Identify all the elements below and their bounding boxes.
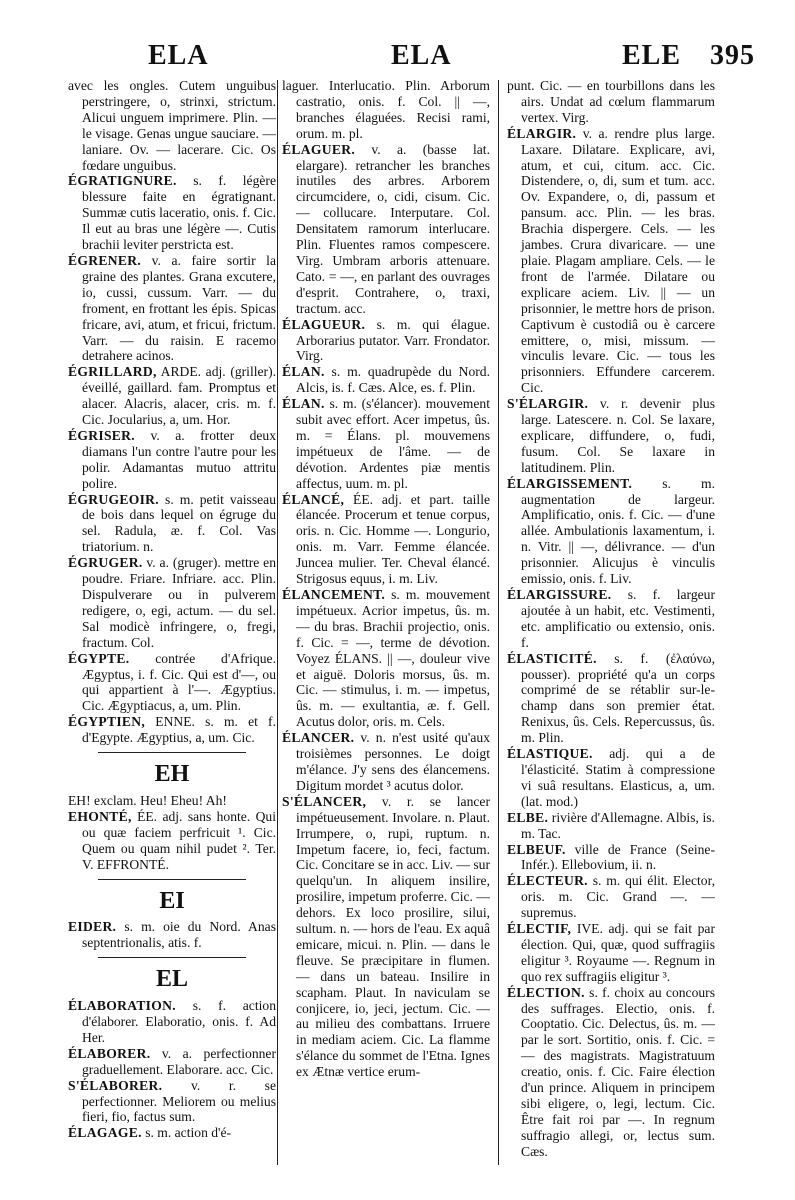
entry-definition: v. a. frotter deux diamans l'un contre l'autre pour les polir. Adamantas mutuo attritu polire. <box>82 427 276 491</box>
entries-el <box>68 998 276 1141</box>
entry-definition: s. m. augmentation de largeur. Amplificatio, onis. f. Cic. — d'une allée. Ambulationis laxamentum, i. n. Vitr. || —, délivrance. — d'un prisonnier. Alicujus è vinculis emissio, onis. f. Liv. <box>521 475 715 587</box>
dictionary-entry <box>507 587 715 651</box>
entry-definition: s. m. action d'é- <box>145 1125 232 1141</box>
dictionary-entry <box>507 921 715 985</box>
running-head-left: ELA <box>148 40 209 71</box>
entries-eh <box>68 793 276 873</box>
dictionary-entry <box>282 78 490 142</box>
dictionary-entry <box>68 555 276 650</box>
column-2 <box>282 78 490 1080</box>
entry-definition: s. f. choix au concours des suffrages. Electio, onis. f. Cooptatio. Cic. Delectus, ûs. m. — par le sort. Sortitio, onis. f. Cic. = — des magistrats. Magistratuum creatio, onis. f. Cic. Faire élection d'un prince. Aliquem in principem sibi eligere, o, legi, lectum. Cic. Être fait roi par —. In regnum suffragio allegi, or, lectus sum. Cæs. <box>521 984 715 1159</box>
entry-headword: ÉGRISER. <box>68 427 135 443</box>
section-rule <box>98 957 246 958</box>
section-rule <box>98 752 246 753</box>
running-head-right: ELE <box>622 40 682 71</box>
entry-definition: v. a. perfectionner graduellement. Elaborare. acc. Cic. <box>82 1045 276 1077</box>
dictionary-entry <box>68 809 276 873</box>
section-rule <box>98 879 246 880</box>
dictionary-entry <box>282 317 490 365</box>
entry-definition: ARDE. adj. (griller). éveillé, gaillard. fam. Promptus et alacer. Alacris, alacer, cris. m. f. Cic. Jocularius, a, um. Hor. <box>82 364 277 428</box>
section-heading-el: EL <box>155 966 188 993</box>
dictionary-entry <box>68 364 276 428</box>
dictionary-entry <box>282 587 490 730</box>
entry-headword: ÉGRENER. <box>68 252 142 268</box>
entry-headword: ÉLAN. <box>282 364 325 380</box>
dictionary-entry <box>507 78 715 126</box>
entry-definition: v. a. (basse lat. elargare). retrancher les branches inutiles des arbres. Arborem circumcidere, o, cidi, cisum. Cic. — collucare. Interputare. Col. Densitatem ramorum interlucare. Plin. Fluentes ramos compescere. Virg. Umbram arboris attenuare. Cato. = —, en parlant des ouvrages d'esprit. Contrahere, o, traxi, tractum. acc. <box>296 141 490 316</box>
entry-definition: v. a. (gruger). mettre en poudre. Friare. Infriare. acc. Plin. Dispulverare ou in pulverem redigere, o, egi, actum. — du sel. Sal modicè infringere, o, fregi, fractum. Col. <box>82 555 276 650</box>
entries-eg <box>68 78 276 746</box>
entry-headword: ÉGRUGEOIR. <box>68 491 159 507</box>
entry-definition: IVE. adj. qui se fait par élection. Qui, quæ, quod suffragiis eligitur ³. Royaume —. Regnum in quo rex suffragiis eligitur ³. <box>521 921 715 984</box>
entry-headword: ELBEUF. <box>507 841 566 857</box>
entry-definition: v. a. faire sortir la graine des plantes. Grana excutere, io, cussi, cussum. Varr. — du froment, en frottant les épis. Spicas fricare, avi, atum, et fricui, frictum. Varr. — du raisin. E racemo detrahere acinos. <box>82 252 276 364</box>
entry-definition: ÉE. adj. sans honte. Qui ou quæ faciem perfricuit ¹. Cic. Quem ou quam nihil pudet ². Ter. V. EFFRONTÉ. <box>82 808 276 872</box>
dictionary-entry <box>68 253 276 364</box>
entry-definition: v. r. se lancer impétueusement. Involare. n. Plaut. Irrumpere, o, rupi, ruptum. n. Impetum facere, io, feci, factum. Cic. Concitare se in acc. Liv. — sur quelqu'un. In aliquem insilire, prosilire, impetum proferre. Cic. — dehors. Ex loco prosilire, silui, sultum. n. — hors de l'eau. Ex aquâ emicare, micui. n. Plin. — dans le fleuve. Se præcipitare in flumen. — dans un bateau. Insilire in scapham. Plaut. In naviculam se conjicere, io, jeci, jectum. Cic. — au milieu des combattans. Irruere in mediam aciem. Cic. La flamme s'élance du sommet de l'Etna. Ignes ex Ætnæ vertice erum- <box>296 793 490 1080</box>
dictionary-entry <box>507 873 715 921</box>
entry-headword: ÉGRUGER. <box>68 555 143 571</box>
entry-headword: ÉLAGAGE. <box>68 1125 142 1141</box>
entry-headword: S'ÉLARGIR. <box>507 396 589 412</box>
entry-headword: EHONTÉ, <box>68 808 132 824</box>
column-3 <box>507 78 715 1160</box>
entry-headword: ÉGRATIGNURE. <box>68 173 177 189</box>
dictionary-entry <box>507 810 715 842</box>
entry-definition: s. m. quadrupède du Nord. Alcis, is. f. Cæs. Alce, es. f. Plin. <box>296 364 491 396</box>
entry-definition: ÉE. adj. et part. taille élancée. Procerum et tenue corpus, oris. n. Cic. Homme —. Longurio, onis. m. Varr. Femme élancée. Juncea mulier. Ter. Cheval élancé. Strigosus equus, i. m. Liv. <box>296 491 491 587</box>
entry-definition: v. r. devenir plus large. Latescere. n. Col. Se laxare, explicare, diffundere, o, fudi, fusum. Col. Se laxare in latitudinem. Plin. <box>521 396 715 475</box>
entry-definition: s. m. (s'élancer). mouvement subit avec effort. Acer impetus, ûs. m. = Élans. pl. mouvemens impétueux de l'âme. — de dévotion. Ardentes piæ mentis affectus, uum. m. pl. <box>296 396 490 491</box>
dictionary-entry <box>507 746 715 810</box>
running-head <box>60 40 755 74</box>
entry-definition: s. m. petit vaisseau de bois dans lequel on égruge du sel. Radula, æ. f. Col. Vas triatorium. n. <box>82 491 276 555</box>
dictionary-entry <box>68 492 276 556</box>
entry-definition: punt. Cic. — en tourbillons dans les airs. Undat ad cœlum flammarum vertex. Virg. <box>507 78 715 125</box>
entry-headword: ÉLAN. <box>282 396 325 412</box>
entry-definition: ville de France (Seine-Infér.). Ellebovium, ii. n. <box>521 841 715 873</box>
running-head-middle: ELA <box>391 40 452 71</box>
entry-definition: s. f. largeur ajoutée à un habit, etc. Vestimenti, etc. amplificatio ou extensio, onis. f. <box>521 587 715 650</box>
dictionary-entry <box>507 651 715 746</box>
entry-definition: adj. qui a de l'élasticité. Statim à compressione vi suâ resultans. Elasticus, a, um. (lat. mod.) <box>521 746 716 809</box>
entry-headword: ELBE. <box>507 809 549 825</box>
entry-definition: s. f. action d'élaborer. Elaboratio, onis. f. Ad Her. <box>82 998 276 1045</box>
dictionary-entry <box>282 364 490 396</box>
entry-headword: ÉLABORER. <box>68 1045 151 1061</box>
dictionary-entry <box>68 1046 276 1078</box>
section-heading-eh: EH <box>154 761 190 788</box>
dictionary-entry <box>507 396 715 476</box>
dictionary-entry <box>68 428 276 492</box>
dictionary-entry <box>507 476 715 587</box>
entry-definition: EH! exclam. Heu! Eheu! Ah! <box>68 792 227 808</box>
dictionary-entry <box>68 78 276 173</box>
entry-definition: ENNE. s. m. et f. d'Egypte. Ægyptius, a, um. Cic. <box>82 714 276 746</box>
dictionary-entry <box>68 173 276 253</box>
dictionary-entry <box>68 998 276 1046</box>
entry-headword: ÉLANCÉ, <box>282 491 345 507</box>
entries-col3 <box>507 78 715 1160</box>
entry-headword: ÉLECTEUR. <box>507 873 588 889</box>
dictionary-entry <box>68 793 276 809</box>
entry-headword: ÉGRILLARD, <box>68 364 157 380</box>
entry-headword: ÉLAGUEUR. <box>282 316 366 332</box>
entry-headword: ÉLASTIQUE. <box>507 746 593 762</box>
dictionary-entry <box>68 919 276 951</box>
entry-definition: s. m. mouvement impétueux. Acrior impetus, ûs. m. — du bras. Brachii projectio, onis. f. Cic. = —, terme de dévotion. Voyez ÉLANS. || —, douleur vive et aiguë. Doloris morsus, ûs. m. Cic. — stimulus, i. m. — impetus, ûs. m. — exultantia, æ. f. Gell. Acutus dolor, oris. m. Cels. <box>296 587 490 730</box>
entry-headword: ÉLANCEMENT. <box>282 587 386 602</box>
entry-definition: s. f. (ἐλαύνω, pousser). propriété qu'a un corps comprimé de se rétablir sur-le-champ dans son premier état. Renixus, ûs. Cels. Repercussus, ûs. m. Plin. <box>521 650 715 746</box>
dictionary-entry <box>507 985 715 1160</box>
entries-ei <box>68 919 276 951</box>
dictionary-entry <box>282 142 490 317</box>
section-heading-ei: EI <box>159 887 185 914</box>
entry-definition: s. m. qui élit. Elector, oris. m. Cic. Grand —. — supremus. <box>521 873 715 921</box>
entry-definition: v. n. n'est usité qu'aux troisièmes personnes. Le doigt m'élance. J'y sens des élancemens. Digitum mordet ³ acutus dolor. <box>296 730 490 793</box>
entry-headword: ÉLANCER. <box>282 730 355 746</box>
column-divider <box>498 80 499 1165</box>
column-1 <box>68 78 276 1141</box>
entry-definition: rivière d'Allemagne. Albis, is. m. Tac. <box>521 809 715 841</box>
entry-headword: ÉLAGUER. <box>282 141 356 157</box>
dictionary-entry <box>68 714 276 746</box>
entry-definition: v. r. se perfectionner. Meliorem ou melius fieri, fio, factus sum. <box>82 1077 276 1125</box>
entry-headword: ÉGYPTIEN, <box>68 714 146 730</box>
dictionary-entry <box>68 651 276 715</box>
entry-headword: EIDER. <box>68 919 117 935</box>
entry-headword: ÉLARGISSURE. <box>507 587 612 602</box>
column-divider <box>277 80 278 1165</box>
entry-headword: ÉGYPTE. <box>68 650 130 666</box>
entry-definition: v. a. rendre plus large. Laxare. Dilatare. Explicare, avi, atum, et cui, citum. acc. Cic. Distendere, o, di, sum et tum. acc. Ov. Expandere, o, di, passum et pansum. acc. Plin. — les bras. Brachia dispergere. Cels. — les jambes. Crura divaricare. — une plaie. Plagam ampliare. Cels. — le front de l'armée. Dilatare ou explicare aciem. Liv. || — un prisonnier, le mettre hors de prison. Captivum è custodiâ ou è carcere emittere, o, misi, missum. — vinculis levare. Cic. — tous les prisonniers. Effundere carcerem. Cic. <box>521 125 715 396</box>
dictionary-entry <box>282 794 490 1080</box>
entry-definition: avec les ongles. Cutem unguibus perstringere, o, strinxi, strictum. Alicui unguem imprimere. Plin. — le visage. Genas ungue sauciare. — laniare. Ov. — lacerare. Cic. Os fœdare unguibus. <box>68 78 276 173</box>
page-number: 395 <box>710 40 755 71</box>
entry-headword: S'ÉLABORER. <box>68 1077 163 1093</box>
entry-headword: ÉLARGIR. <box>507 125 577 141</box>
dictionary-entry <box>68 1078 276 1126</box>
dictionary-entry <box>68 1125 276 1141</box>
entry-headword: ÉLASTICITÉ. <box>507 650 597 666</box>
entry-headword: ÉLARGISSEMENT. <box>507 475 633 491</box>
dictionary-entry <box>282 396 490 491</box>
entry-definition: s. m. oie du Nord. Anas septentrionalis, atis. f. <box>82 919 276 951</box>
entries-col2 <box>282 78 490 1080</box>
dictionary-entry <box>282 730 490 794</box>
dictionary-entry <box>507 126 715 396</box>
entry-definition: s. m. qui élague. Arborarius putator. Varr. Frondator. Virg. <box>296 316 490 364</box>
dictionary-entry <box>282 492 490 587</box>
entry-definition: s. f. légère blessure faite en égratignant. Summæ cutis laceratio, onis. f. Cic. Il eut au bras une légère —. Cutis brachii leviter perstricta est. <box>82 173 276 253</box>
entry-headword: ÉLECTION. <box>507 984 585 1000</box>
entry-headword: ÉLABORATION. <box>68 998 176 1014</box>
entry-definition: laguer. Interlucatio. Plin. Arborum castratio, onis. f. Col. || —, branches élaguées. Recisi rami, orum. m. pl. <box>282 78 490 141</box>
dictionary-entry <box>507 842 715 874</box>
entry-definition: contrée d'Afrique. Ægyptus, i. f. Cic. Qui est d'—, ou qui appartient à l'—. Ægyptius. Cic. Ægyptiacus, a, um. Plin. <box>82 650 276 714</box>
entry-headword: S'ÉLANCER, <box>282 793 367 809</box>
entry-headword: ÉLECTIF, <box>507 921 572 937</box>
